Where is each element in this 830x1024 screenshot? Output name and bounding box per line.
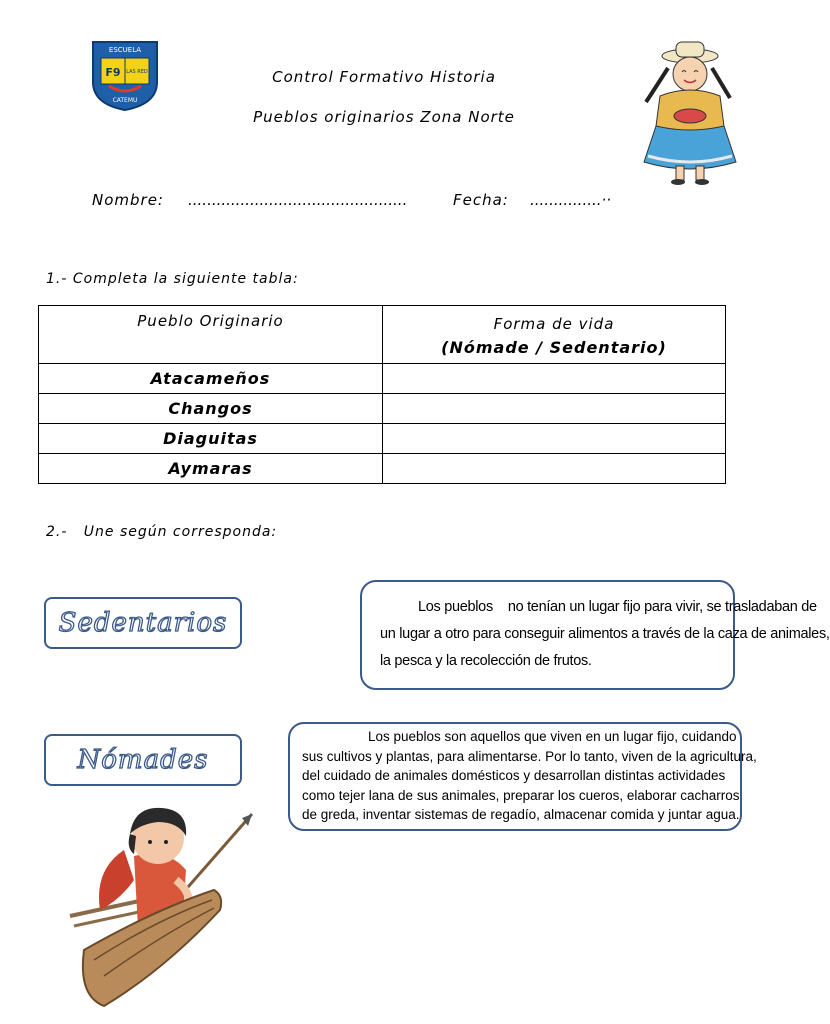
nomades-label-box[interactable]: [44, 734, 242, 786]
sedentary-description-box[interactable]: [288, 722, 757, 831]
col-header-forma-vida-line1: Forma de vida: [493, 315, 615, 333]
sedentary-desc-line2: sus cultivos y plantas, para alimentarse. Por lo tanto, viven de la agricultura,: [302, 748, 757, 764]
page-title: Control Formativo Historia: [272, 68, 496, 86]
question-2-prompt: 2.- Une según corresponda:: [46, 524, 278, 540]
table-row: [39, 454, 726, 484]
name-label: Nombre:: [92, 191, 164, 209]
question-1-prompt: 1.- Completa la siguiente tabla:: [46, 271, 299, 287]
table-row: [39, 394, 726, 424]
row-pueblo-name: Changos: [39, 394, 383, 424]
nomad-description-box[interactable]: [360, 580, 830, 690]
table-header-row: [39, 306, 726, 364]
sedentary-desc-line5: de greda, inventar sistemas de regadío, almacenar comida y juntar agua.: [302, 807, 740, 822]
sedentary-desc-line3: del cuidado de animales domésticos y desarrollan distintas actividades: [302, 768, 726, 783]
row-answer-cell[interactable]: [383, 454, 726, 484]
row-answer-cell[interactable]: [383, 364, 726, 394]
row-pueblo-name: Atacameños: [39, 364, 383, 394]
canoe-boy-illustration: [64, 800, 264, 1016]
nomad-desc-line1: Los pueblos no tenían un lugar fijo para vivir, se trasladaban de: [418, 599, 817, 615]
sedentary-desc-line1: Los pueblos son aquellos que viven en un lugar fijo, cuidando: [368, 729, 737, 744]
sedentarios-label-box[interactable]: [44, 597, 242, 649]
classification-table: [38, 305, 726, 484]
col-header-pueblo: Pueblo Originario: [39, 306, 383, 364]
col-header-forma-vida-line2: (Nómade / Sedentario): [441, 338, 667, 357]
nomad-desc-line2: un lugar a otro para conseguir alimentos a través de la caza de animales,: [380, 626, 830, 642]
table-row: [39, 364, 726, 394]
name-blank[interactable]: ..............................................: [188, 191, 408, 209]
table-row: [39, 424, 726, 454]
row-answer-cell[interactable]: [383, 424, 726, 454]
logo-book-small: LAS RED: [126, 69, 148, 75]
page-subtitle: Pueblos originarios Zona Norte: [253, 108, 515, 126]
row-pueblo-name: Diaguitas: [39, 424, 383, 454]
date-label: Fecha:: [453, 191, 509, 209]
col-header-forma-vida: [383, 306, 726, 364]
date-blank[interactable]: ...............··: [530, 191, 612, 209]
logo-bottom-text: CATEMU: [112, 97, 138, 104]
nomades-label: Nómades: [77, 745, 209, 775]
row-pueblo-name: Aymaras: [39, 454, 383, 484]
sedentary-desc-line4: como tejer lana de sus animales, preparar los cueros, elaborar cacharros: [302, 787, 740, 803]
logo-book-text: F9: [105, 66, 121, 79]
row-answer-cell[interactable]: [383, 394, 726, 424]
logo-top-text: ESCUELA: [108, 46, 142, 54]
sedentarios-label: Sedentarios: [58, 608, 228, 638]
nomad-desc-line3: la pesca y la recolección de frutos.: [380, 653, 592, 669]
